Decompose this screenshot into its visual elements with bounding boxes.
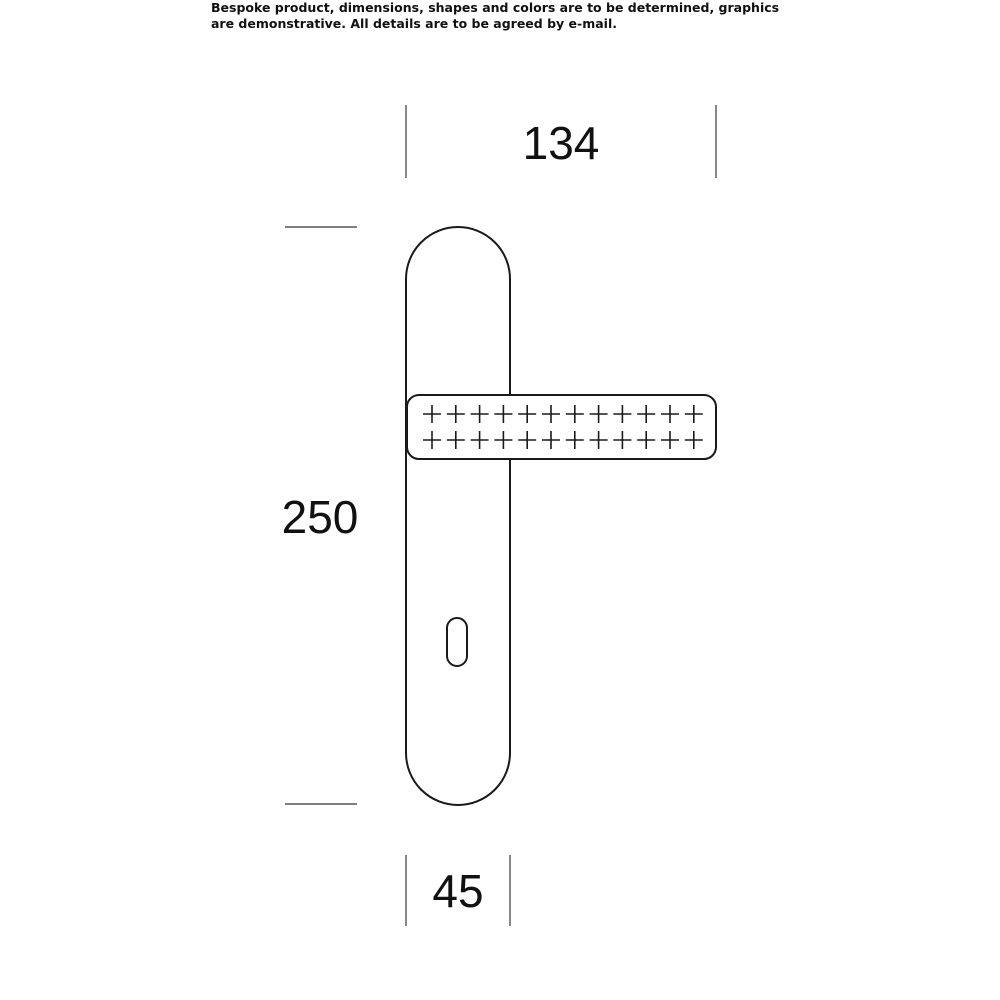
plate-width-dimension	[406, 855, 510, 926]
height-dimension	[282, 227, 359, 804]
height-dimension-label: 250	[281, 491, 359, 543]
width-dimension	[406, 105, 716, 178]
keyhole	[447, 618, 467, 666]
lever-handle	[407, 395, 716, 459]
plate-width-dimension-label: 45	[432, 865, 484, 917]
disclaimer-line-2: are demonstrative. All details are to be agreed by e-mail.	[211, 16, 617, 31]
back-plate	[406, 227, 510, 805]
disclaimer-line-1: Bespoke product, dimensions, shapes and colors are to be determined, graphics	[211, 0, 780, 15]
width-dimension-label: 134	[522, 117, 600, 169]
